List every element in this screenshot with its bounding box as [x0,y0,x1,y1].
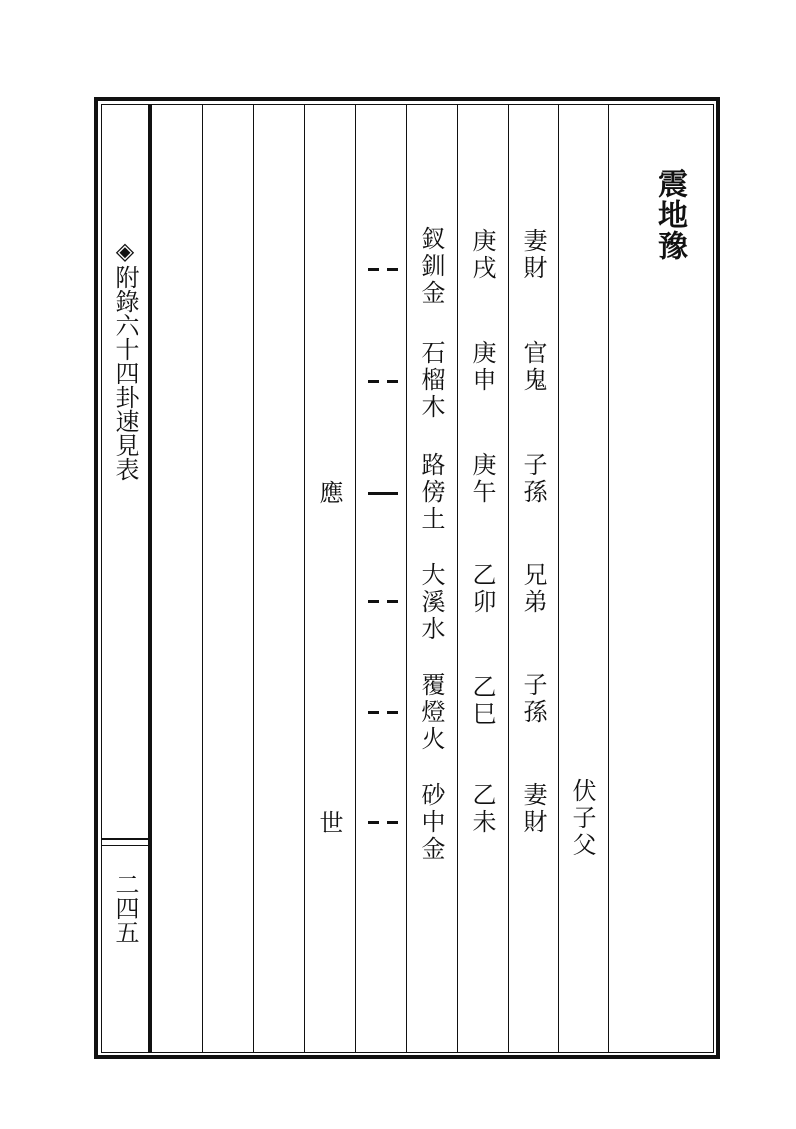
page-border-inner [101,104,714,1053]
column-rule [202,105,203,1052]
column-rule [508,105,509,1052]
column-rule [558,105,559,1052]
earthly-branch: 乙巳 [468,674,496,728]
column-rule [304,105,305,1052]
appendix-title: ◈附錄六十四卦速見表 [111,237,139,481]
yin-line [368,711,398,714]
nayin-element: 石榴木 [417,340,445,421]
sidebar-divider [102,838,150,840]
earthly-branch: 庚申 [468,340,496,394]
hidden-spirit: 伏子父 [568,778,596,859]
yang-line [368,492,398,495]
hexagram-title: 震地豫 [652,168,687,261]
six-relation: 子孫 [519,452,547,506]
yin-line [368,821,398,824]
column-rule [608,105,609,1052]
six-relation: 官鬼 [519,340,547,394]
column-rule [253,105,254,1052]
nayin-element: 大溪水 [417,562,445,643]
self-marker: 世 [315,810,343,837]
earthly-branch: 乙未 [468,782,496,836]
earthly-branch: 庚午 [468,452,496,506]
six-relation: 兄弟 [519,562,547,616]
nayin-element: 砂中金 [417,782,445,863]
yin-line [368,268,398,271]
earthly-branch: 庚戌 [468,228,496,282]
yin-line [368,380,398,383]
nayin-element: 釵釧金 [417,226,445,307]
nayin-element: 路傍土 [417,452,445,533]
column-rule [457,105,458,1052]
six-relation: 子孫 [519,672,547,726]
six-relation: 妻財 [519,228,547,282]
six-relation: 妻財 [519,782,547,836]
yin-line [368,600,398,603]
earthly-branch: 乙卯 [468,562,496,616]
column-rule [406,105,407,1052]
response-marker: 應 [315,480,343,507]
sidebar-divider [102,845,150,846]
column-rule-sidebar [148,105,152,1052]
nayin-element: 覆燈火 [417,672,445,753]
column-rule [355,105,356,1052]
page-number: 二四五 [111,872,139,944]
